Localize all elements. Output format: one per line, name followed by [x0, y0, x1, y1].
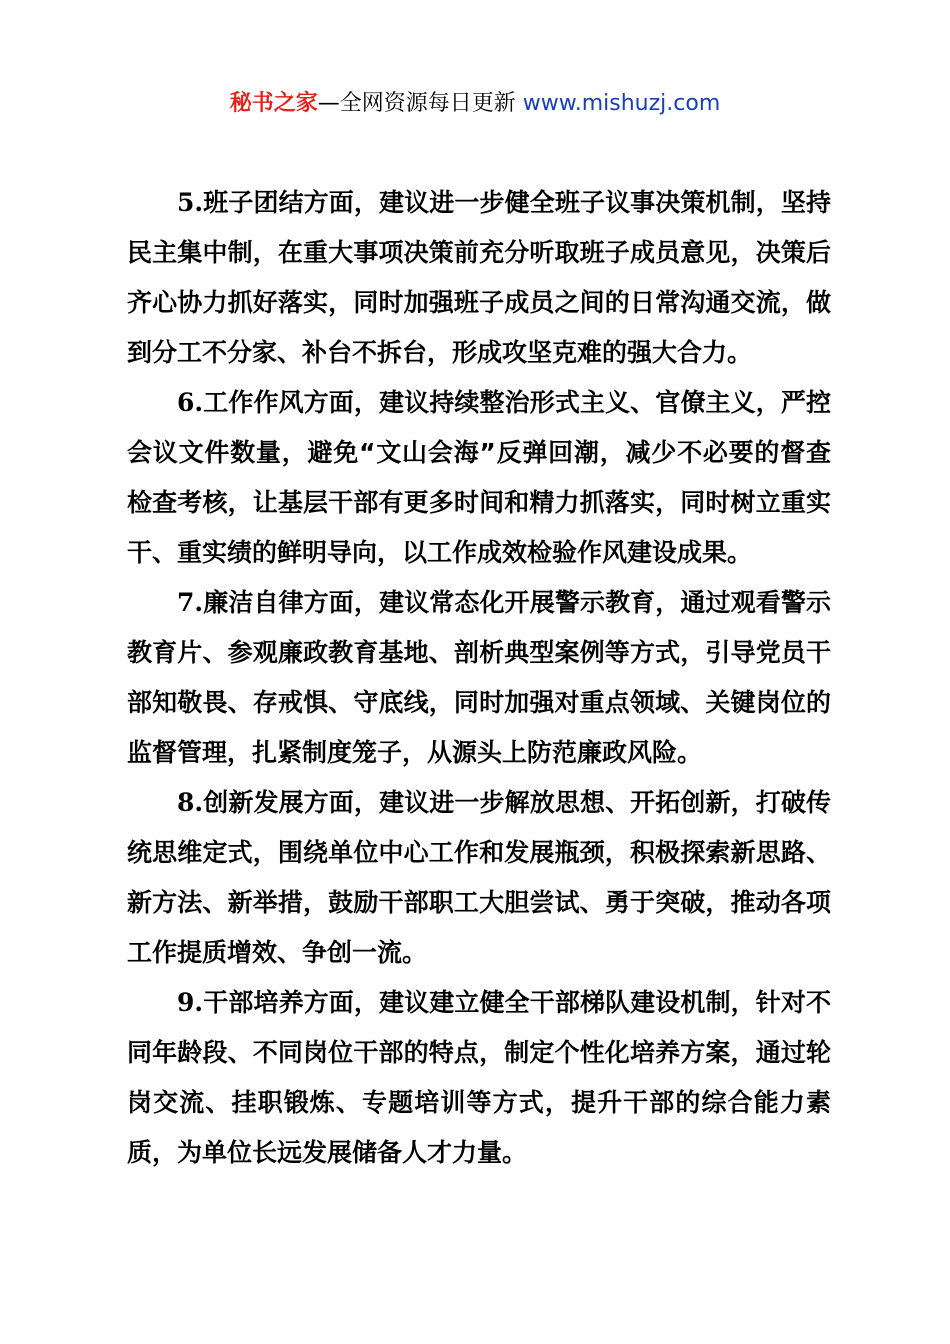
paragraph-text: 廉洁自律方面，建议常态化开展警示教育，通过观看警示教育片、参观廉政教育基地、剖析典型案例等方式，引导党员干部知敬畏、存戒惧、守底线，同时加强对重点领域、关键岗位的监督管理，扎紧制度笼子，从源头上防范廉政风险。: [127, 588, 831, 767]
paragraph-7: [127, 578, 831, 778]
paragraph-number: 7.: [177, 588, 204, 617]
paragraph-8: [127, 778, 831, 978]
paragraph-text: 工作作风方面，建议持续整治形式主义、官僚主义，严控会议文件数量，避免“文山会海”反弹回潮，减少不必要的督查检查考核，让基层干部有更多时间和精力抓落实，同时树立重实干、重实绩的鲜明导向，以工作成效检验作风建设成果。: [127, 388, 831, 567]
paragraph-6: [127, 378, 831, 578]
header-tagline: —全网资源每日更新: [317, 91, 523, 116]
paragraph-number: 8.: [177, 788, 204, 817]
paragraph-number: 6.: [177, 388, 204, 417]
website-url[interactable]: www.mishuzj.com: [522, 91, 721, 116]
paragraph-text: 干部培养方面，建议建立健全干部梯队建设机制，针对不同年龄段、不同岗位干部的特点，制定个性化培养方案，通过轮岗交流、挂职锻炼、专题培训等方式，提升干部的综合能力素质，为单位长远发展储备人才力量。: [127, 988, 831, 1167]
paragraph-text: 创新发展方面，建议进一步解放思想、开拓创新，打破传统思维定式，围绕单位中心工作和发展瓶颈，积极探索新思路、新方法、新举措，鼓励干部职工大胆尝试、勇于突破，推动各项工作提质增效、争创一流。: [127, 788, 831, 967]
paragraph-5: [127, 178, 831, 378]
paragraph-number: 9.: [177, 988, 204, 1017]
page-header: [0, 88, 950, 120]
paragraph-text: 班子团结方面，建议进一步健全班子议事决策机制，坚持民主集中制，在重大事项决策前充分听取班子成员意见，决策后齐心协力抓好落实，同时加强班子成员之间的日常沟通交流，做到分工不分家、补台不拆台，形成攻坚克难的强大合力。: [127, 188, 831, 367]
brand-name: 秘书之家: [229, 91, 318, 116]
paragraph-number: 5.: [177, 188, 204, 217]
paragraph-9: [127, 978, 831, 1178]
document-body: [127, 178, 831, 1178]
